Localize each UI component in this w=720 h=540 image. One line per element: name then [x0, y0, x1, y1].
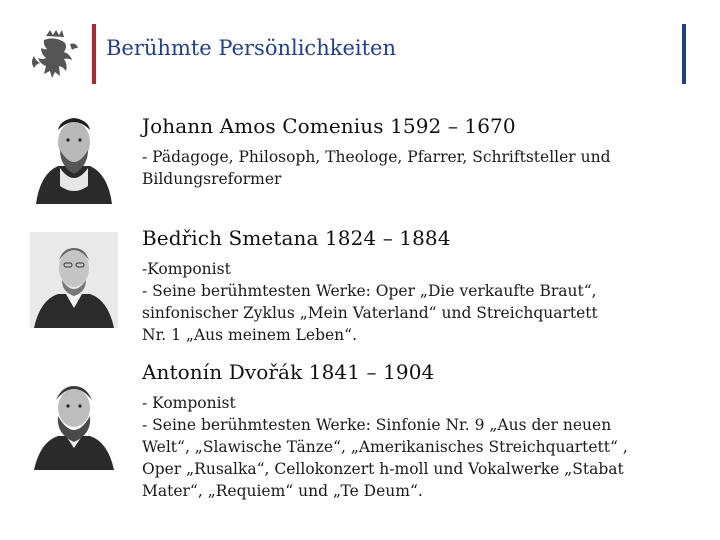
czech-lion-logo	[26, 26, 84, 84]
description-line: - Seine berühmtesten Werke: Oper „Die verkaufte Braut“,	[142, 282, 597, 300]
description-line: Mater“, „Requiem“ und „Te Deum“.	[142, 482, 423, 500]
portrait-dvorak	[30, 374, 118, 470]
description-line: - Komponist	[142, 394, 236, 412]
person-dvorak	[142, 360, 692, 502]
description-line: - Seine berühmtesten Werke: Sinfonie Nr. 9 „Aus der neuen	[142, 416, 612, 434]
description-line: Nr. 1 „Aus meinem Leben“.	[142, 326, 358, 344]
person-comenius	[142, 114, 692, 190]
portrait-comenius	[30, 108, 118, 204]
person-name: Johann Amos Comenius 1592 – 1670	[142, 114, 516, 138]
portrait-smetana	[30, 232, 118, 328]
description-line: Oper „Rusalka“, Cellokonzert h-moll und Vokalwerke „Stabat	[142, 460, 624, 478]
person-description	[142, 258, 692, 346]
description-line: sinfonischer Zyklus „Mein Vaterland“ und Streichquartett	[142, 304, 598, 322]
person-description	[142, 146, 692, 190]
title-divider-red	[92, 24, 96, 84]
description-line: Welt“, „Slawische Tänze“, „Amerikanisches Streichquartett“ ,	[142, 438, 628, 456]
description-line: - Pädagoge, Philosoph, Theologe, Pfarrer, Schriftsteller und	[142, 148, 611, 166]
description-line: Bildungsreformer	[142, 170, 282, 188]
description-line: -Komponist	[142, 260, 231, 278]
page-title: Berühmte Persönlichkeiten	[106, 36, 396, 60]
person-name: Bedřich Smetana 1824 – 1884	[142, 226, 451, 250]
person-description	[142, 392, 692, 502]
person-smetana	[142, 226, 692, 346]
person-name: Antonín Dvořák 1841 – 1904	[142, 360, 435, 384]
title-divider-blue	[682, 24, 686, 84]
